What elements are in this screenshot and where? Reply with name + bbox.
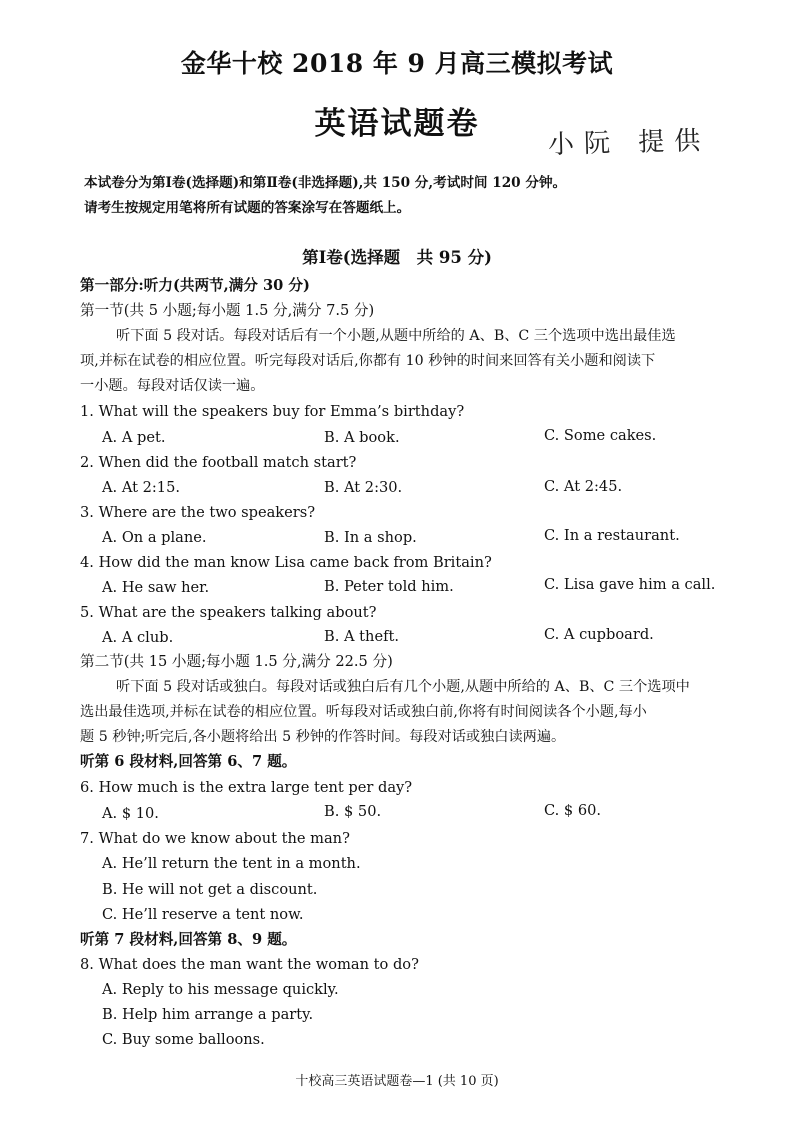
- q4-option-a: A. He saw her.: [102, 579, 210, 596]
- q1-option-c: C. Some cakes.: [544, 427, 657, 444]
- q6-option-c: C. $ 60.: [544, 802, 602, 819]
- section1-directions-2: 项,并标在试卷的相应位置。听完每段对话后,你都有 10 秒钟的时间来回答有关小题和阅读下: [80, 353, 656, 369]
- q4-option-c: C. Lisa gave him a call.: [544, 576, 716, 593]
- q3-option-c: C. In a restaurant.: [544, 527, 680, 544]
- q5-option-b: B. A theft.: [324, 628, 399, 645]
- q2-option-a: A. At 2:15.: [102, 479, 181, 496]
- question-3: 3. Where are the two speakers?: [80, 504, 316, 521]
- q6-option-a: A. $ 10.: [102, 805, 159, 822]
- page-footer: 十校高三英语试题卷—1 (共 10 页): [295, 1074, 499, 1089]
- q2-option-c: C. At 2:45.: [544, 478, 623, 495]
- section1-directions-3: 一小题。每段对话仅读一遍。: [80, 378, 265, 394]
- section1-title: 第一节(共 5 小题;每小题 1.5 分,满分 7.5 分): [80, 302, 375, 319]
- section2-title: 第二节(共 15 小题;每小题 1.5 分,满分 22.5 分): [80, 653, 393, 670]
- handwritten-note: 小阮 提供: [547, 125, 711, 161]
- volume-title: 第Ⅰ卷(选择题 共 95 分): [302, 248, 492, 267]
- q5-option-c: C. A cupboard.: [544, 626, 654, 643]
- question-1: 1. What will the speakers buy for Emma’s birthday?: [80, 403, 465, 420]
- instruction-line-2: 请考生按规定用笔将所有试题的答案涂写在答题纸上。: [84, 200, 411, 216]
- q3-option-b: B. In a shop.: [324, 529, 417, 546]
- exam-subtitle: 英语试题卷: [314, 106, 480, 142]
- section2-directions-3: 题 5 秒钟;听完后,各小题将给出 5 秒钟的作答时间。每段对话或独白读两遍。: [80, 729, 566, 745]
- part1-title: 第一部分:听力(共两节,满分 30 分): [80, 277, 310, 294]
- instruction-line-1: 本试卷分为第Ⅰ卷(选择题)和第Ⅱ卷(非选择题),共 150 分,考试时间 120 分钟。: [84, 175, 567, 191]
- q8-option-a: A. Reply to his message quickly.: [102, 981, 339, 998]
- question-2: 2. When did the football match start?: [80, 454, 357, 471]
- q6-option-b: B. $ 50.: [324, 803, 382, 820]
- q8-option-b: B. Help him arrange a party.: [102, 1006, 314, 1023]
- q7-option-a: A. He’ll return the tent in a month.: [102, 855, 361, 872]
- question-5: 5. What are the speakers talking about?: [80, 604, 377, 621]
- section2-directions-2: 选出最佳选项,并标在试卷的相应位置。听每段对话或独白前,你将有时间阅读各个小题,每小: [80, 704, 647, 720]
- q1-option-a: A. A pet.: [102, 429, 166, 446]
- exam-title: 金华十校 2018 年 9 月高三模拟考试: [180, 49, 614, 78]
- q1-option-b: B. A book.: [324, 429, 400, 446]
- question-6: 6. How much is the extra large tent per day?: [80, 779, 413, 796]
- q5-option-a: A. A club.: [102, 629, 174, 646]
- q4-option-b: B. Peter told him.: [324, 578, 454, 595]
- section2-directions-1: 听下面 5 段对话或独白。每段对话或独白后有几个小题,从题中所给的 A、B、C 三个选项中: [116, 679, 690, 695]
- q7-option-c: C. He’ll reserve a tent now.: [102, 906, 304, 923]
- q3-option-a: A. On a plane.: [102, 529, 207, 546]
- question-7: 7. What do we know about the man?: [80, 830, 350, 847]
- material-7-heading: 听第 7 段材料,回答第 8、9 题。: [80, 931, 297, 948]
- question-8: 8. What does the man want the woman to do?: [80, 956, 419, 973]
- question-4: 4. How did the man know Lisa came back from Britain?: [80, 554, 492, 571]
- q8-option-c: C. Buy some balloons.: [102, 1031, 265, 1048]
- section1-directions-1: 听下面 5 段对话。每段对话后有一个小题,从题中所给的 A、B、C 三个选项中选出最佳选: [116, 328, 676, 344]
- q7-option-b: B. He will not get a discount.: [102, 881, 318, 898]
- q2-option-b: B. At 2:30.: [324, 479, 403, 496]
- material-6-heading: 听第 6 段材料,回答第 6、7 题。: [80, 753, 297, 770]
